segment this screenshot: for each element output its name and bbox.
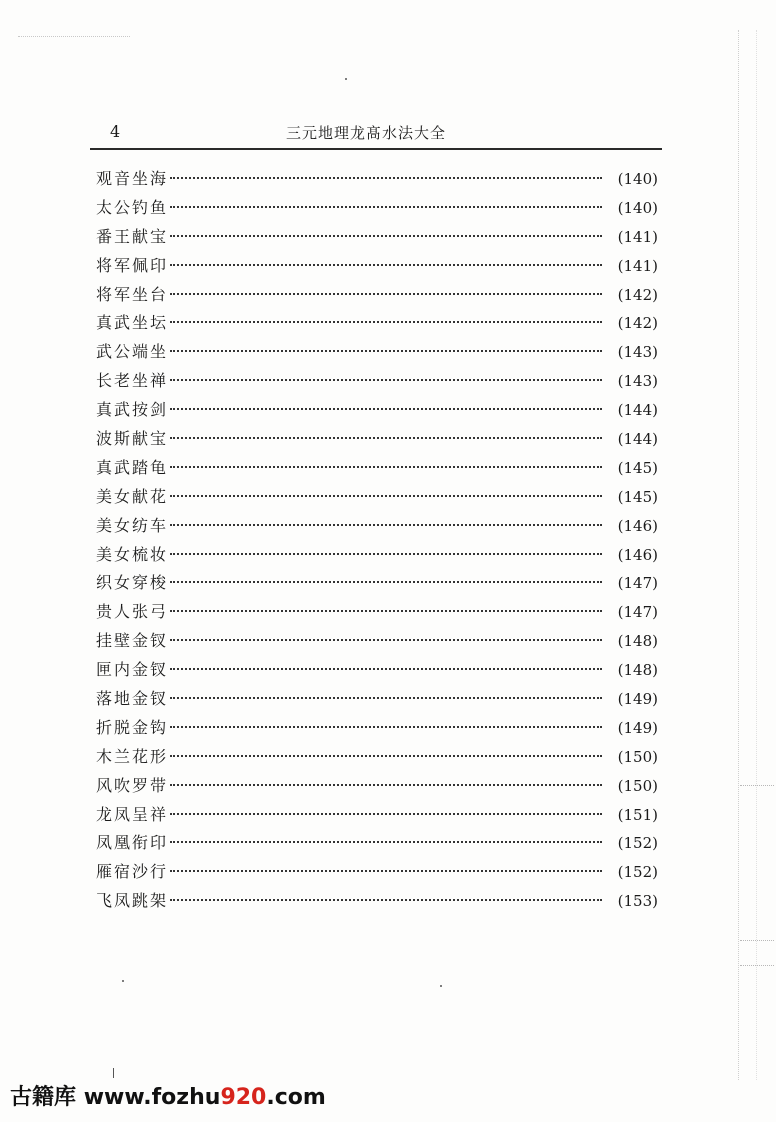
toc-entry-page: (143) xyxy=(617,372,658,391)
dot-leader xyxy=(170,841,602,843)
toc-entry xyxy=(96,425,658,454)
toc-entry-page: (152) xyxy=(617,834,658,853)
toc-entry-page: (141) xyxy=(617,256,658,275)
toc-entry xyxy=(96,569,658,598)
toc-entry-page: (140) xyxy=(617,198,658,217)
toc-entry-page: (142) xyxy=(617,314,658,333)
toc-entry-page: (147) xyxy=(617,603,658,622)
scan-artifact-tick xyxy=(740,785,774,786)
dot-leader xyxy=(170,235,602,237)
toc-entry-page: (144) xyxy=(617,430,658,449)
toc-entry xyxy=(96,627,658,656)
toc-entry xyxy=(96,801,658,830)
dot-leader xyxy=(170,697,602,699)
dot-leader xyxy=(170,755,602,757)
toc-entry-page: (146) xyxy=(617,545,658,564)
watermark-site-prefix: www.fozhu xyxy=(83,1085,221,1110)
toc-entry-title: 雁宿沙行 xyxy=(96,862,169,882)
toc-entry xyxy=(96,281,658,310)
toc-entry-title: 风吹罗带 xyxy=(96,775,169,795)
toc-entry-page: (147) xyxy=(617,574,658,593)
toc-entry-title: 飞凤跳架 xyxy=(96,891,169,911)
toc-entry xyxy=(96,165,658,194)
toc-entry-page: (140) xyxy=(617,170,658,188)
toc-entry-title: 木兰花形 xyxy=(96,746,169,766)
toc-entry-title: 长老坐禅 xyxy=(96,371,169,391)
header-rule xyxy=(90,148,662,150)
toc-entry xyxy=(96,714,658,743)
scan-artifact-tick xyxy=(740,965,774,966)
toc-entry-title: 波斯献宝 xyxy=(96,429,169,449)
toc-entry xyxy=(96,598,658,627)
dot-leader xyxy=(170,206,602,208)
toc-entry xyxy=(96,396,658,425)
toc-entry-title: 将军坐台 xyxy=(96,284,169,304)
scan-speck xyxy=(122,980,124,982)
toc-entry-title: 落地金钗 xyxy=(96,689,169,709)
toc-entry-page: (149) xyxy=(617,690,658,709)
toc-entry-title: 武公端坐 xyxy=(96,342,169,362)
toc-entry-title: 真武按剑 xyxy=(96,400,169,420)
toc-entry xyxy=(96,309,658,338)
toc-entry-title: 真武坐坛 xyxy=(96,313,169,333)
toc-entry xyxy=(96,743,658,772)
toc-entry-title: 观音坐海 xyxy=(96,169,169,188)
toc-entry-page: (143) xyxy=(617,343,658,362)
toc-entry-page: (144) xyxy=(617,401,658,420)
dot-leader xyxy=(170,524,602,526)
dot-leader xyxy=(170,495,602,497)
toc-entry xyxy=(96,454,658,483)
toc-entry-page: (142) xyxy=(617,285,658,304)
toc-entry-page: (150) xyxy=(617,747,658,766)
toc-entry xyxy=(96,483,658,512)
scan-speck xyxy=(345,78,347,80)
toc-entry xyxy=(96,223,658,252)
table-of-contents xyxy=(96,165,658,916)
toc-entry-title: 挂壁金钗 xyxy=(96,631,169,651)
dot-leader xyxy=(170,293,602,295)
toc-entry-title: 美女献花 xyxy=(96,486,169,506)
scan-artifact-tick xyxy=(740,940,774,941)
toc-entry-title: 织女穿梭 xyxy=(96,573,169,593)
dot-leader xyxy=(170,610,602,612)
dot-leader xyxy=(170,437,602,439)
toc-entry-page: (149) xyxy=(617,718,658,737)
dot-leader xyxy=(170,784,602,786)
scan-edge-line xyxy=(756,30,758,1080)
toc-entry-title: 折脱金钩 xyxy=(96,717,169,737)
page-number: 4 xyxy=(110,122,121,141)
toc-entry xyxy=(96,338,658,367)
toc-entry xyxy=(96,887,658,916)
toc-entry xyxy=(96,252,658,281)
toc-entry xyxy=(96,656,658,685)
site-watermark xyxy=(10,1080,326,1111)
dot-leader xyxy=(170,813,602,815)
toc-entry-title: 将军佩印 xyxy=(96,255,169,275)
scan-artifact-line xyxy=(18,36,130,37)
toc-entry-title: 美女纺车 xyxy=(96,515,169,535)
toc-entry xyxy=(96,194,658,223)
dot-leader xyxy=(170,321,602,323)
toc-entry xyxy=(96,858,658,887)
dot-leader xyxy=(170,177,602,179)
toc-entry-page: (153) xyxy=(617,892,658,911)
watermark-site-number: 920 xyxy=(220,1085,267,1110)
toc-entry xyxy=(96,367,658,396)
toc-entry-page: (146) xyxy=(617,516,658,535)
dot-leader xyxy=(170,639,602,641)
page-header xyxy=(96,118,656,150)
toc-entry xyxy=(96,541,658,570)
dot-leader xyxy=(170,899,602,901)
dot-leader xyxy=(170,553,602,555)
toc-entry-title: 番王献宝 xyxy=(96,226,169,246)
running-title: 三元地理龙髙水法大全 xyxy=(286,124,447,142)
toc-entry-title: 凤凰衔印 xyxy=(96,833,169,853)
toc-entry-page: (141) xyxy=(617,227,658,246)
toc-entry-page: (152) xyxy=(617,863,658,882)
scan-edge-line xyxy=(738,30,740,1080)
toc-entry-title: 匣内金钗 xyxy=(96,660,169,680)
toc-entry-page: (145) xyxy=(617,458,658,477)
scan-speck xyxy=(440,985,442,987)
watermark-name: 古籍库 xyxy=(10,1085,77,1110)
dot-leader xyxy=(170,408,602,410)
toc-entry-title: 贵人张弓 xyxy=(96,602,169,622)
dot-leader xyxy=(170,870,602,872)
dot-leader xyxy=(170,466,602,468)
toc-entry xyxy=(96,685,658,714)
toc-entry-title: 美女梳妆 xyxy=(96,544,169,564)
toc-entry xyxy=(96,829,658,858)
toc-entry-title: 真武踏龟 xyxy=(96,457,169,477)
dot-leader xyxy=(170,350,602,352)
toc-entry-page: (151) xyxy=(617,805,658,824)
toc-entry-page: (150) xyxy=(617,776,658,795)
toc-entry-page: (148) xyxy=(617,632,658,651)
watermark-site-suffix: .com xyxy=(266,1085,326,1110)
dot-leader xyxy=(170,726,602,728)
dot-leader xyxy=(170,379,602,381)
dot-leader xyxy=(170,581,602,583)
toc-entry xyxy=(96,772,658,801)
toc-entry-title: 太公钓鱼 xyxy=(96,197,169,217)
dot-leader xyxy=(170,668,602,670)
scan-speck xyxy=(113,1068,114,1078)
toc-entry-page: (148) xyxy=(617,661,658,680)
toc-entry xyxy=(96,512,658,541)
dot-leader xyxy=(170,264,602,266)
toc-entry-title: 龙凤呈祥 xyxy=(96,804,169,824)
toc-entry-page: (145) xyxy=(617,487,658,506)
